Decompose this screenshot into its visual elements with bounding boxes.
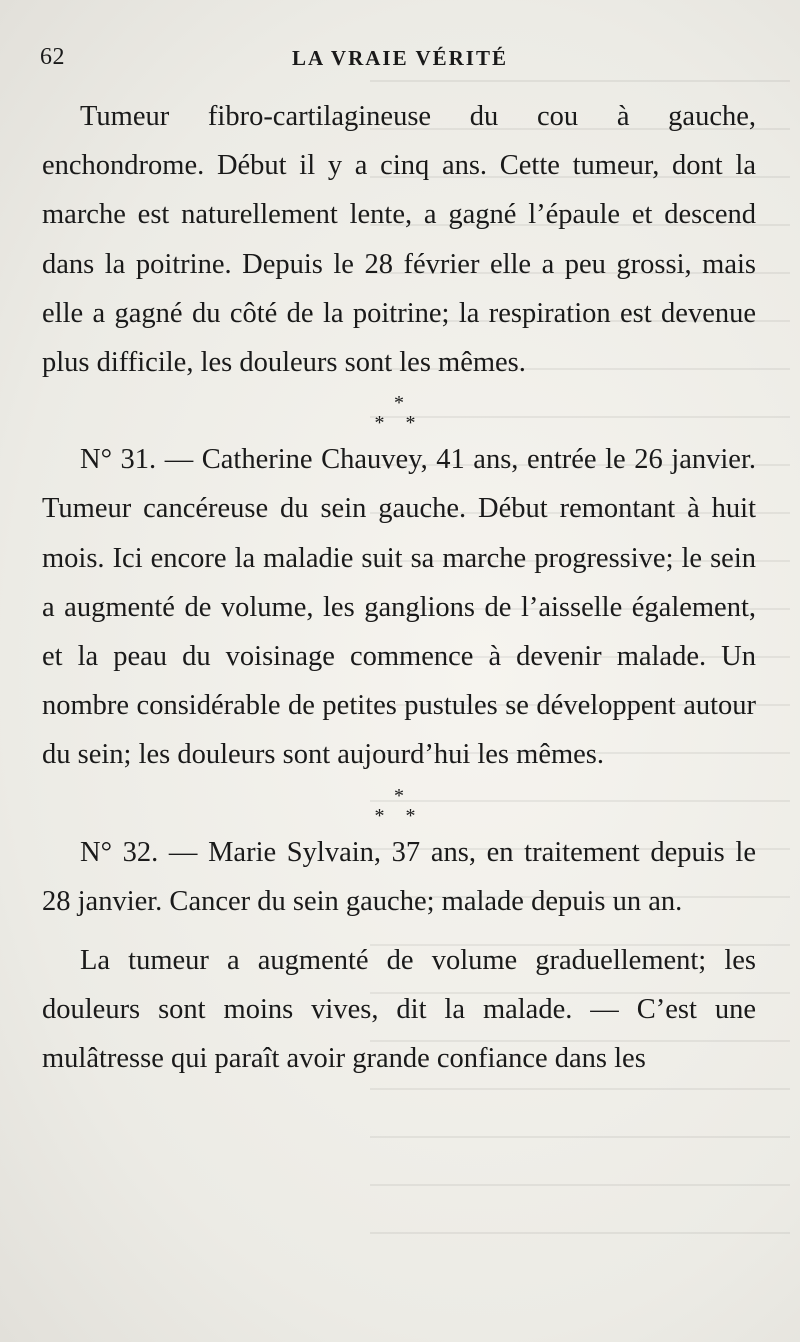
running-head: LA VRAIE VÉRITÉ <box>292 46 508 70</box>
paragraph-tumeur-cou: Tumeur fibro-cartilagineuse du cou à gauche, enchondrome. Début il y a cinq ans. Cette tumeur, dont la marche est naturellement lente, a gagné l’épaule et descend dans la poitrine. Depuis le 28 février elle a peu grossi, mais elle a gagné du côté de la poitrine; la respiration est devenue plus difficile, les douleurs sont les mêmes. <box>42 101 756 379</box>
paragraph-tumeur-volume: La tumeur a augmenté de volume graduellement; les douleurs sont moins vives, dit la malade. — C’est une mulâtresse qui paraît avoir grande confiance dans les <box>42 945 756 1075</box>
separator-star-bottom: * * <box>374 804 424 827</box>
paragraph-case-31: N° 31. — Catherine Chauvey, 41 ans, entrée le 26 janvier. Tumeur cancéreuse du sein gauche. Début remontant à huit mois. Ici encore la maladie suit sa marche progressive; le sein a augmenté de volume, les ganglions de l’aisselle également, et la peau du voisinage commence à devenir malade. Un nombre considérable de petites pustules se développent autour du sein; les douleurs sont aujourd’hui les mêmes. <box>42 444 756 771</box>
separator-star-top: * <box>394 784 404 807</box>
body-text <box>42 92 756 1084</box>
page-header <box>40 40 760 76</box>
section-separator <box>42 780 756 828</box>
page-number: 62 <box>40 44 65 70</box>
paragraph-gap <box>42 926 756 936</box>
separator-star-bottom: * * <box>374 412 424 435</box>
section-separator <box>42 387 756 435</box>
separator-star-top: * <box>394 392 404 415</box>
paragraph-case-32: N° 32. — Marie Sylvain, 37 ans, en traitement depuis le 28 janvier. Cancer du sein gauche; malade depuis un an. <box>42 836 756 917</box>
